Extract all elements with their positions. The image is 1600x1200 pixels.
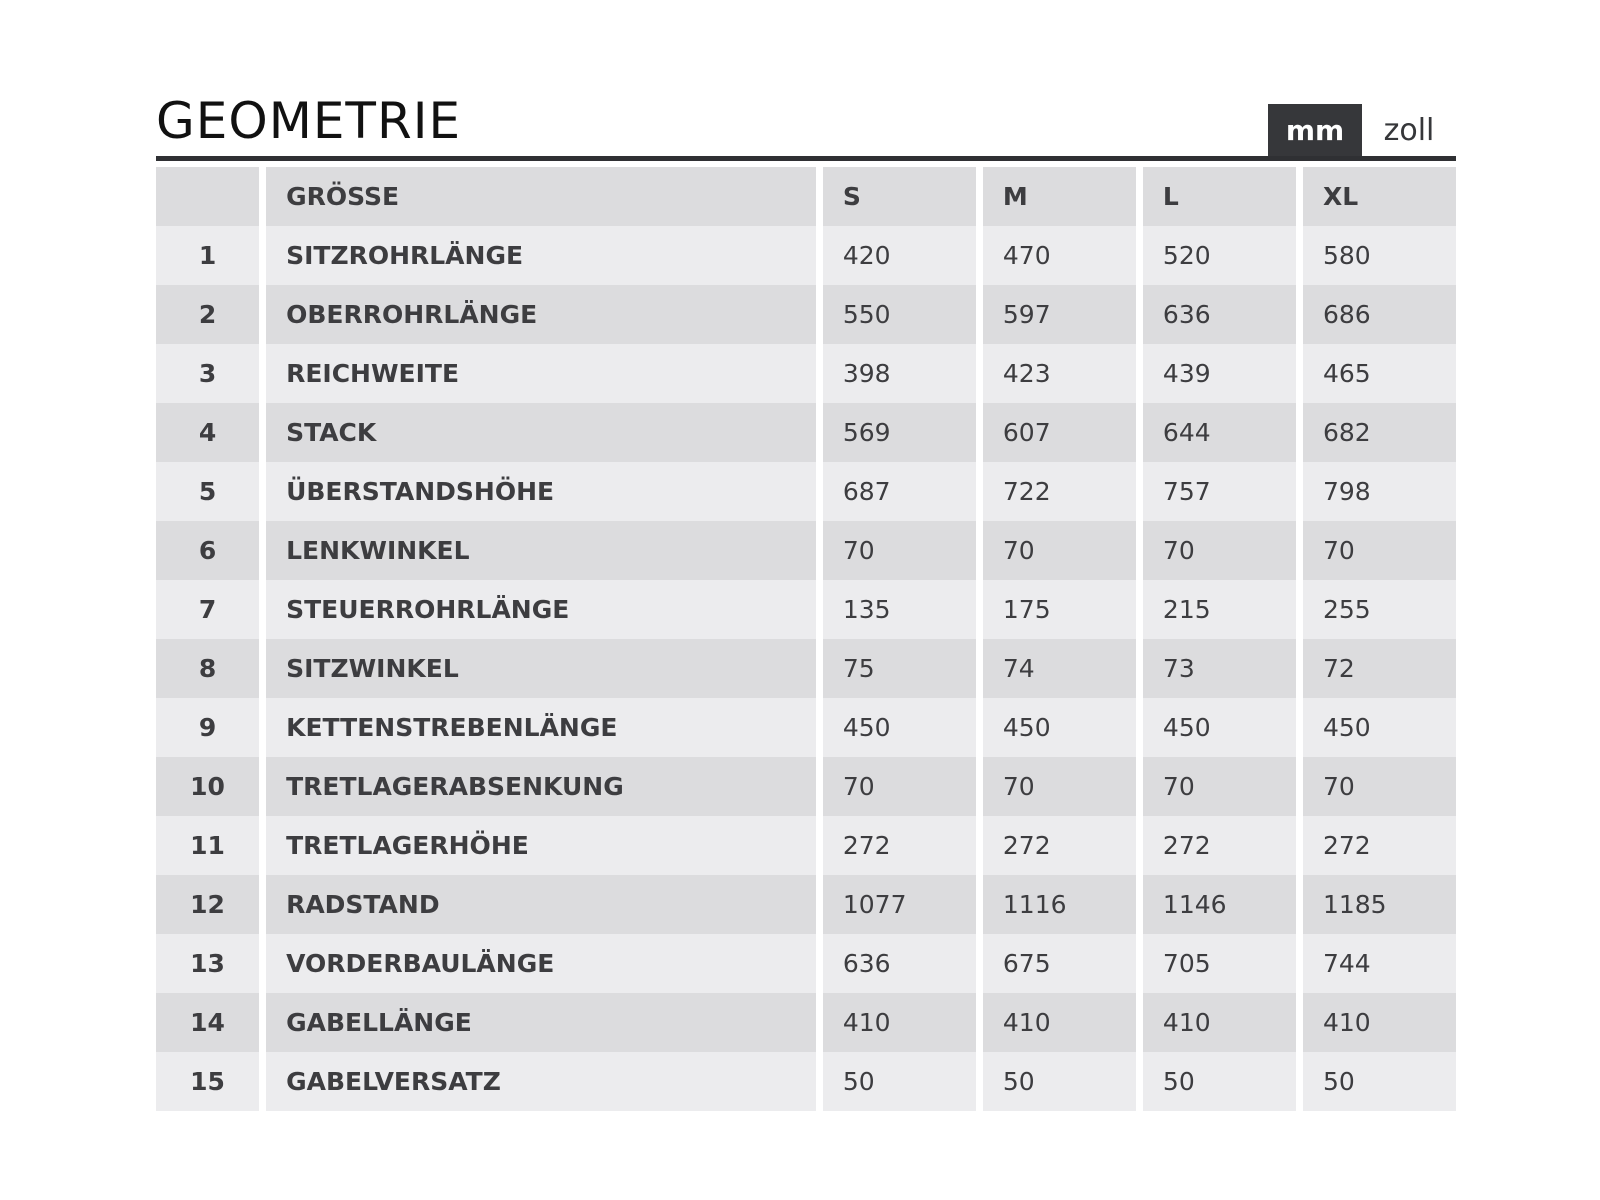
- value-m: 423: [983, 344, 1136, 403]
- row-label: SITZWINKEL: [266, 639, 816, 698]
- row-number: 1: [156, 226, 259, 285]
- row-label: SITZROHRLÄNGE: [266, 226, 816, 285]
- row-label: STACK: [266, 403, 816, 462]
- row-number: 11: [156, 816, 259, 875]
- value-xl: 798: [1303, 462, 1456, 521]
- value-l: 705: [1143, 934, 1296, 993]
- table-row: [156, 226, 1456, 285]
- value-l: 636: [1143, 285, 1296, 344]
- value-s: 135: [823, 580, 976, 639]
- row-label: TRETLAGERABSENKUNG: [266, 757, 816, 816]
- table-row: [156, 403, 1456, 462]
- row-label: OBERROHRLÄNGE: [266, 285, 816, 344]
- value-xl: 450: [1303, 698, 1456, 757]
- value-xl: 410: [1303, 993, 1456, 1052]
- value-m: 1116: [983, 875, 1136, 934]
- value-l: 520: [1143, 226, 1296, 285]
- row-label: LENKWINKEL: [266, 521, 816, 580]
- value-m: 70: [983, 757, 1136, 816]
- value-l: 272: [1143, 816, 1296, 875]
- row-label: TRETLAGERHÖHE: [266, 816, 816, 875]
- table-row: [156, 757, 1456, 816]
- value-l: 757: [1143, 462, 1296, 521]
- unit-mm-button[interactable]: mm: [1268, 104, 1362, 156]
- row-label: VORDERBAULÄNGE: [266, 934, 816, 993]
- table-body: [156, 226, 1456, 1111]
- value-s: 75: [823, 639, 976, 698]
- row-label: GABELLÄNGE: [266, 993, 816, 1052]
- value-s: 687: [823, 462, 976, 521]
- table-row: [156, 875, 1456, 934]
- header-size-s: S: [823, 167, 976, 226]
- value-m: 410: [983, 993, 1136, 1052]
- value-m: 70: [983, 521, 1136, 580]
- row-number: 3: [156, 344, 259, 403]
- value-s: 1077: [823, 875, 976, 934]
- unit-toggle: [1268, 104, 1456, 156]
- header-size-m: M: [983, 167, 1136, 226]
- value-s: 410: [823, 993, 976, 1052]
- row-number: 13: [156, 934, 259, 993]
- value-l: 1146: [1143, 875, 1296, 934]
- table-row: [156, 639, 1456, 698]
- table-row: [156, 698, 1456, 757]
- row-number: 15: [156, 1052, 259, 1111]
- row-label: RADSTAND: [266, 875, 816, 934]
- header-size-l: L: [1143, 167, 1296, 226]
- value-m: 50: [983, 1052, 1136, 1111]
- row-label: STEUERROHRLÄNGE: [266, 580, 816, 639]
- value-xl: 744: [1303, 934, 1456, 993]
- value-xl: 1185: [1303, 875, 1456, 934]
- value-m: 272: [983, 816, 1136, 875]
- value-s: 50: [823, 1052, 976, 1111]
- value-s: 569: [823, 403, 976, 462]
- value-m: 74: [983, 639, 1136, 698]
- value-xl: 686: [1303, 285, 1456, 344]
- value-l: 50: [1143, 1052, 1296, 1111]
- row-number: 7: [156, 580, 259, 639]
- value-m: 175: [983, 580, 1136, 639]
- geometry-header: [156, 90, 1456, 161]
- value-s: 420: [823, 226, 976, 285]
- row-number: 4: [156, 403, 259, 462]
- row-label: KETTENSTREBENLÄNGE: [266, 698, 816, 757]
- value-xl: 580: [1303, 226, 1456, 285]
- value-xl: 255: [1303, 580, 1456, 639]
- value-l: 644: [1143, 403, 1296, 462]
- value-xl: 72: [1303, 639, 1456, 698]
- value-s: 550: [823, 285, 976, 344]
- table-row: [156, 521, 1456, 580]
- value-xl: 272: [1303, 816, 1456, 875]
- value-s: 398: [823, 344, 976, 403]
- table-row: [156, 934, 1456, 993]
- page-title: GEOMETRIE: [156, 92, 462, 150]
- value-s: 272: [823, 816, 976, 875]
- table-row: [156, 285, 1456, 344]
- row-label: REICHWEITE: [266, 344, 816, 403]
- value-s: 450: [823, 698, 976, 757]
- value-xl: 682: [1303, 403, 1456, 462]
- value-xl: 465: [1303, 344, 1456, 403]
- table-row: [156, 1052, 1456, 1111]
- value-xl: 70: [1303, 757, 1456, 816]
- value-l: 70: [1143, 757, 1296, 816]
- row-number: 14: [156, 993, 259, 1052]
- row-label: GABELVERSATZ: [266, 1052, 816, 1111]
- row-number: 12: [156, 875, 259, 934]
- row-number: 6: [156, 521, 259, 580]
- table-row: [156, 816, 1456, 875]
- row-number: 5: [156, 462, 259, 521]
- value-m: 597: [983, 285, 1136, 344]
- row-label: ÜBERSTANDSHÖHE: [266, 462, 816, 521]
- geometry-table: [149, 167, 1463, 1111]
- unit-zoll-button[interactable]: zoll: [1383, 112, 1435, 148]
- row-number: 2: [156, 285, 259, 344]
- value-l: 410: [1143, 993, 1296, 1052]
- header-size-xl: XL: [1303, 167, 1456, 226]
- value-xl: 70: [1303, 521, 1456, 580]
- table-header-row: [156, 167, 1456, 226]
- table-row: [156, 462, 1456, 521]
- header-size-label: GRÖSSE: [266, 167, 816, 226]
- table-row: [156, 580, 1456, 639]
- row-number: 10: [156, 757, 259, 816]
- value-m: 470: [983, 226, 1136, 285]
- table-row: [156, 344, 1456, 403]
- geometry-panel: [156, 90, 1456, 1111]
- value-m: 607: [983, 403, 1136, 462]
- value-xl: 50: [1303, 1052, 1456, 1111]
- value-s: 636: [823, 934, 976, 993]
- value-s: 70: [823, 521, 976, 580]
- row-number: 9: [156, 698, 259, 757]
- value-l: 70: [1143, 521, 1296, 580]
- value-m: 675: [983, 934, 1136, 993]
- value-s: 70: [823, 757, 976, 816]
- value-l: 439: [1143, 344, 1296, 403]
- value-l: 450: [1143, 698, 1296, 757]
- table-row: [156, 993, 1456, 1052]
- value-m: 722: [983, 462, 1136, 521]
- row-number: 8: [156, 639, 259, 698]
- value-l: 73: [1143, 639, 1296, 698]
- value-m: 450: [983, 698, 1136, 757]
- header-num-cell: [156, 167, 259, 226]
- value-l: 215: [1143, 580, 1296, 639]
